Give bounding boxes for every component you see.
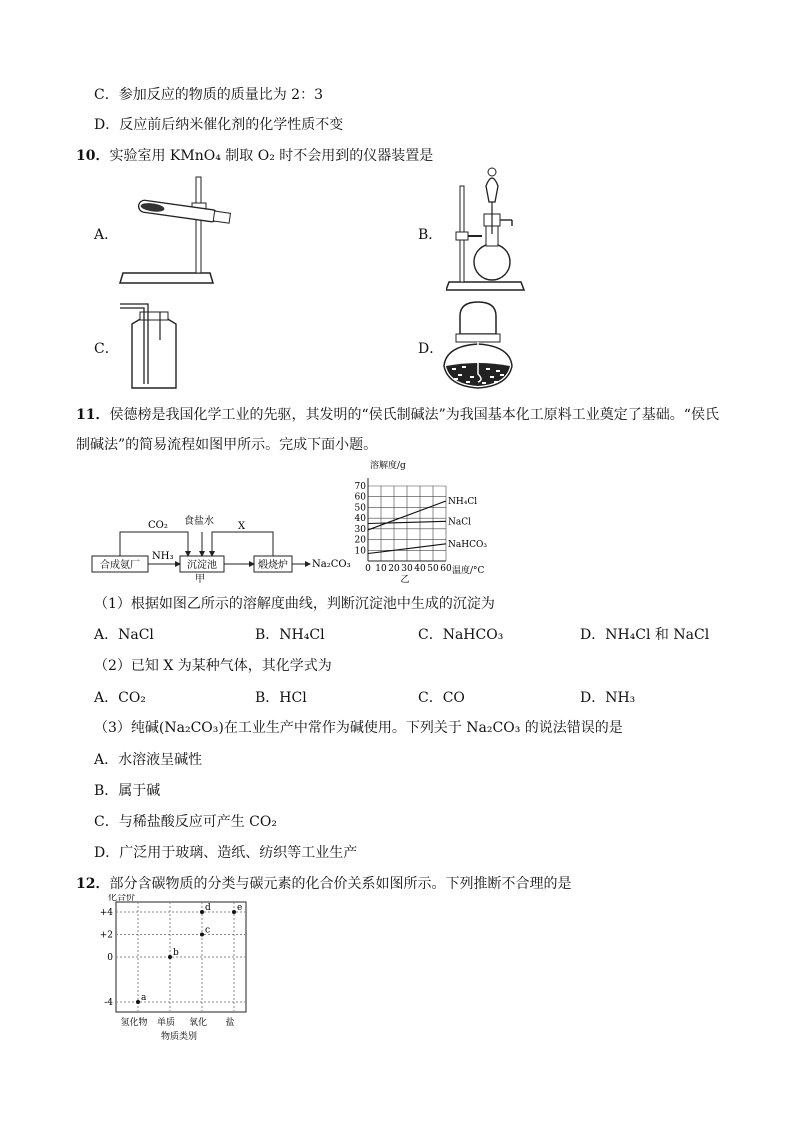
x-tick-label: 0 (365, 564, 371, 574)
q11-sub2-option-c: C．CO (418, 690, 465, 706)
q11-sub3-option-c: C．与稀盐酸反应可产生 CO₂ (94, 814, 277, 830)
q10-label-a: A． (94, 227, 119, 243)
y-tick-label: 0 (107, 953, 113, 963)
data-point (200, 933, 204, 937)
q11-stem-line1 (76, 404, 719, 424)
question-number: 11． (76, 407, 110, 423)
data-point-label: e (237, 903, 243, 913)
q11-sub2-option-a: A．CO₂ (94, 690, 146, 706)
q10-text: 实验室用 KMnO₄ 制取 O₂ 时不会用到的仪器装置是 (109, 148, 434, 164)
y-tick-label: -4 (104, 998, 113, 1008)
y-tick-label: 50 (354, 503, 366, 514)
alcohol-lamp-apparatus (438, 298, 518, 392)
data-point (168, 955, 172, 959)
data-point (136, 1000, 140, 1004)
q11-sub1-option-c: C．NaHCO₃ (418, 627, 504, 643)
q11-sub1-stem: （1）根据如图乙所示的溶解度曲线，判断沉淀池中生成的沉淀为 (94, 596, 495, 612)
flow-box2-label: 沉淀池 (187, 560, 217, 571)
y-tick-label: 60 (354, 492, 366, 503)
q10-label-c: C． (94, 341, 119, 357)
gas-bottle-apparatus (118, 300, 188, 392)
x-axis-label: 温度/°C (452, 566, 485, 576)
x-tick-label: 氧化 (188, 1018, 208, 1028)
y-tick-label: +4 (99, 908, 113, 918)
q11-sub3-stem: （3）纯碱(Na₂CO₃)在工业生产中常作为碱使用。下列关于 Na₂CO₃ 的说法错误的是 (94, 720, 623, 736)
data-point (232, 910, 236, 914)
x-tick-label: 氢化物 (120, 1018, 148, 1028)
q11-sub1-option-b: B．NH₄Cl (255, 627, 325, 643)
valence-chart (96, 894, 256, 1046)
flow-salt-water-label: 食盐水 (184, 516, 214, 527)
x-tick-label: 盐 (225, 1018, 235, 1028)
y-tick-label: 10 (354, 546, 366, 557)
test-tube-stand-apparatus (118, 175, 238, 290)
x-tick-label: 60 (440, 564, 452, 574)
q9-option-d: D．反应前后纳米催化剂的化学性质不变 (94, 117, 344, 133)
q10-label-d: D． (418, 341, 444, 357)
q11-text: 侯德榜是我国化学工业的先驱，其发明的“侯氏制碱法”为我国基本化工原料工业奠定了基础。“侯氏 (109, 407, 719, 423)
q10-label-b: B． (418, 227, 443, 243)
q11-sub2-option-d: D．NH₃ (580, 690, 636, 706)
q11-sub1-option-d: D．NH₄Cl 和 NaCl (580, 627, 710, 643)
q11-sub2-stem: （2）已知 X 为某种气体，其化学式为 (94, 658, 332, 674)
x-tick-label: 50 (427, 564, 439, 574)
flow-box3-label: 煅烧炉 (258, 560, 288, 571)
q10-stem (76, 145, 433, 165)
q11-sub1-option-a: A．NaCl (94, 627, 154, 643)
q12-stem (76, 873, 571, 893)
x-tick-label: 20 (388, 564, 400, 574)
data-point (200, 910, 204, 914)
x-axis-label: 物质类别 (160, 1032, 198, 1042)
flow-box1-label: 合成氨厂 (100, 560, 140, 571)
question-number: 12． (76, 876, 110, 892)
q11-sub2-option-b: B．HCl (255, 690, 307, 706)
series-label: NaHCO₃ (448, 539, 487, 550)
flow-caption: 甲 (195, 574, 205, 584)
q11-sub3-option-d: D．广泛用于玻璃、造纸、纺织等工业生产 (94, 845, 358, 861)
q11-stem-line2: 制碱法”的简易流程如图甲所示。完成下面小题。 (76, 437, 378, 453)
q11-sub3-option-a: A．水溶液呈碱性 (94, 752, 203, 768)
x-tick-label: 10 (375, 564, 387, 574)
flow-diagram (88, 512, 358, 584)
data-point-label: b (173, 948, 179, 958)
x-tick-label: 单质 (156, 1018, 176, 1028)
solubility-chart (350, 456, 510, 584)
y-tick-label: +2 (99, 930, 113, 941)
q11-sub3-option-b: B．属于碱 (94, 783, 161, 799)
flow-product-label: Na₂CO₃ (312, 559, 351, 570)
data-point-label: a (141, 993, 147, 1003)
y-tick-label: 70 (354, 482, 366, 492)
chart-caption: 乙 (400, 575, 410, 584)
series-label: NaCl (448, 517, 472, 528)
flask-funnel-apparatus (446, 164, 536, 294)
y-tick-label: 30 (354, 524, 366, 535)
q9-option-c: C．参加反应的物质的质量比为 2：3 (94, 87, 323, 103)
y-axis-label: 化合价 (108, 894, 136, 903)
y-axis-label: 溶解度/g (370, 461, 406, 471)
x-tick-label: 40 (414, 564, 426, 574)
data-point-label: d (205, 903, 211, 913)
series-label: NH₄Cl (448, 497, 478, 507)
flow-x-label: X (238, 521, 246, 532)
q12-text: 部分含碳物质的分类与碳元素的化合价关系如图所示。下列推断不合理的是 (109, 876, 572, 892)
flow-nh3-label: NH₃ (152, 551, 174, 562)
y-tick-label: 20 (354, 535, 366, 546)
y-tick-label: 40 (354, 514, 366, 525)
flow-co2-label: CO₂ (148, 520, 168, 531)
data-point-label: c (205, 925, 211, 936)
x-tick-label: 30 (401, 564, 413, 574)
question-number: 10． (76, 148, 110, 164)
